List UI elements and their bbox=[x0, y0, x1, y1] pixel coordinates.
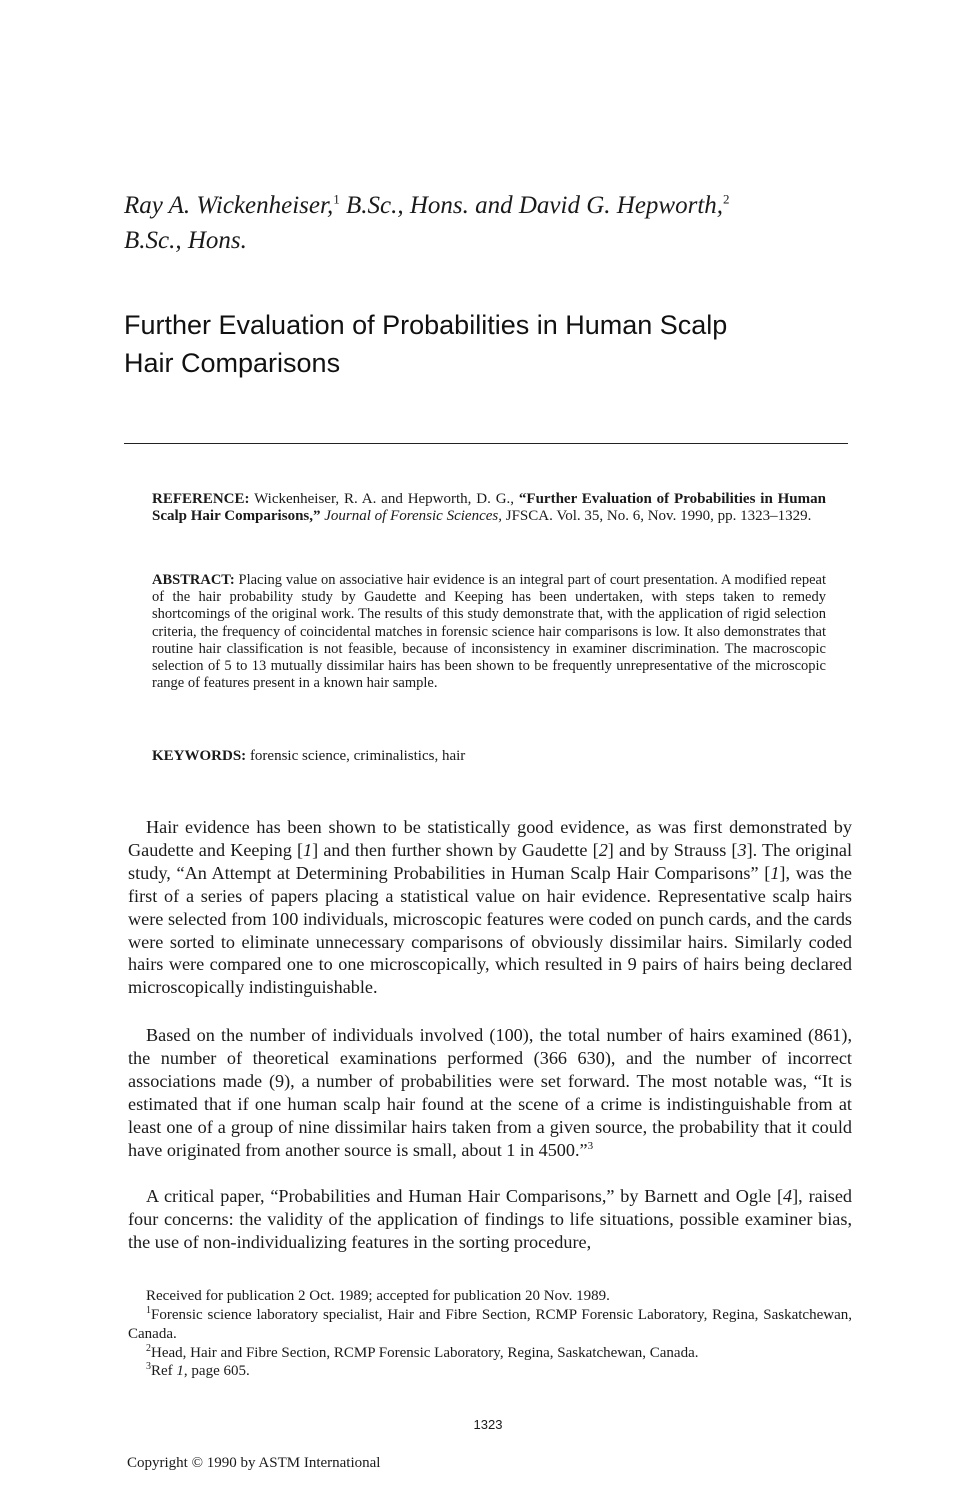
citation-ref: 3 bbox=[737, 839, 747, 860]
keywords-label: KEYWORDS: bbox=[152, 748, 247, 764]
body-paragraph-3 bbox=[128, 1185, 852, 1254]
title-line-2: Hair Comparisons bbox=[124, 348, 341, 378]
title-divider bbox=[124, 443, 848, 444]
reference-details: JFSCA. Vol. 35, No. 6, Nov. 1990, pp. 1323–1329. bbox=[501, 508, 812, 525]
p3-text-b: ], raised four concerns: the validity of the application of findings to life situations, possible examiner bias, the use of non-individualizing features in the sorting procedure, bbox=[128, 1186, 852, 1252]
received-text: Received for publication 2 Oct. 1989; accepted for publication 20 Nov. 1989. bbox=[146, 1288, 610, 1304]
footnote-2 bbox=[128, 1344, 852, 1363]
p1-text-d: ]. The original study, “An Attempt at Determining Probabilities in Human Scalp Hair Comparisons” [ bbox=[128, 839, 853, 883]
keywords-text: forensic science, criminalistics, hair bbox=[246, 748, 466, 764]
p1-text-a: Hair evidence has been shown to be statistically good evidence, as was first demonstrated by Gaudette and Keeping [ bbox=[128, 817, 852, 860]
author-line bbox=[124, 188, 844, 258]
p1-text-e: ], was the first of a series of papers placing a statistical value on hair evidence. Representative scalp hairs were selected from 100 individuals, microscopic features were coded on punch cards, and the cards were sorted to eliminate unnecessary comparisons of obviously dissimilar hairs. Similarly coded hairs were compared one to one microscopically, which resulted in 9 pairs of hairs being declared microscopically indistinguishable. bbox=[128, 862, 853, 998]
reference-journal: Journal of Forensic Sciences, bbox=[320, 508, 502, 525]
abstract-text: Placing value on associative hair evidence is an integral part of court presentation. A modified repeat of the hair probability study by Gaudette and Keeping has been undertaken, with steps taken to remedy shortcomings of the original work. The results of this study demonstrate that, with the application of rigid selection criteria, the frequency of coincidental matches in forensic science hair comparisons is low. It also demonstrates that routine hair classification is not feasible, because of inconsistency in examiner discrimination. The macroscopic selection of 5 to 13 mutually dissimilar hairs has been shown to be frequently unrepresentative of the microscopic range of features present in a known hair sample. bbox=[152, 572, 826, 692]
abstract-block bbox=[152, 572, 826, 692]
author-2-name: David G. Hepworth, bbox=[518, 192, 724, 219]
p1-text-b: ] and then further shown by Gaudette [ bbox=[312, 839, 599, 860]
author-2-degree: B.Sc., Hons. bbox=[124, 227, 247, 254]
p1-text-c: ] and by Strauss [ bbox=[607, 839, 738, 860]
reference-block bbox=[152, 491, 826, 526]
reference-article-title: “Further Evaluation of Probabilities in Human Scalp Hair Comparisons,” bbox=[152, 491, 826, 525]
keywords-block bbox=[152, 748, 826, 765]
citation-ref: 1 bbox=[770, 862, 780, 883]
body-paragraph-2 bbox=[128, 1024, 852, 1161]
author-2-footnote-mark: 2 bbox=[723, 191, 730, 207]
footnote-1-mark: 1 bbox=[146, 1305, 151, 1316]
copyright-notice: Copyright © 1990 by ASTM International bbox=[127, 1455, 381, 1471]
title-line-1: Further Evaluation of Probabilities in Human Scalp bbox=[124, 310, 728, 340]
footnote-3-mark: 3 bbox=[146, 1361, 151, 1372]
footnote-2-text: Head, Hair and Fibre Section, RCMP Forensic Laboratory, Regina, Saskatchewan, Canada. bbox=[151, 1345, 699, 1361]
footnote-1-text: Forensic science laboratory specialist, Hair and Fibre Section, RCMP Forensic Laboratory, Regina, Saskatchewan, Canada. bbox=[128, 1307, 852, 1342]
author-1-name: Ray A. Wickenheiser, bbox=[124, 192, 334, 219]
citation-ref: 1 bbox=[303, 839, 313, 860]
article-title bbox=[124, 306, 854, 382]
author-1-footnote-mark: 1 bbox=[333, 191, 340, 207]
footnote-3 bbox=[128, 1362, 852, 1381]
page-number: 1323 bbox=[473, 1417, 503, 1432]
citation-ref: 2 bbox=[598, 839, 608, 860]
abstract-label: ABSTRACT: bbox=[152, 572, 235, 588]
reference-authors: Wickenheiser, R. A. and Hepworth, D. G., bbox=[249, 491, 519, 507]
footnote-received bbox=[128, 1287, 852, 1306]
p3-text-a: A critical paper, “Probabilities and Human Hair Comparisons,” by Barnett and Ogle [ bbox=[146, 1186, 784, 1206]
footnote-3-text-b: , page 605. bbox=[183, 1363, 250, 1379]
footnote-3-text-a: Ref bbox=[151, 1363, 177, 1379]
footnote-1 bbox=[128, 1306, 852, 1343]
p2-text: Based on the number of individuals involved (100), the total number of hairs examined (861), the number of theoretical examinations performed (366 630), and the number of incorrect associations made (9), a number of probabilities were set forward. The most notable was, “It is estimated that if one human scalp hair found at the scene of a crime is indistinguishable from at least one of a group of nine dissimilar hairs taken from a given source, the probability that it could have originated from another source is small, about 1 in 4500.” bbox=[128, 1025, 852, 1160]
citation-ref: 1 bbox=[176, 1363, 184, 1379]
footnote-mark: 3 bbox=[587, 1139, 594, 1152]
footnote-2-mark: 2 bbox=[146, 1343, 151, 1354]
reference-label: REFERENCE: bbox=[152, 491, 250, 507]
body-paragraph-1 bbox=[128, 816, 852, 999]
author-1-degree: B.Sc., Hons. and bbox=[339, 192, 519, 219]
citation-ref: 4 bbox=[783, 1186, 793, 1206]
